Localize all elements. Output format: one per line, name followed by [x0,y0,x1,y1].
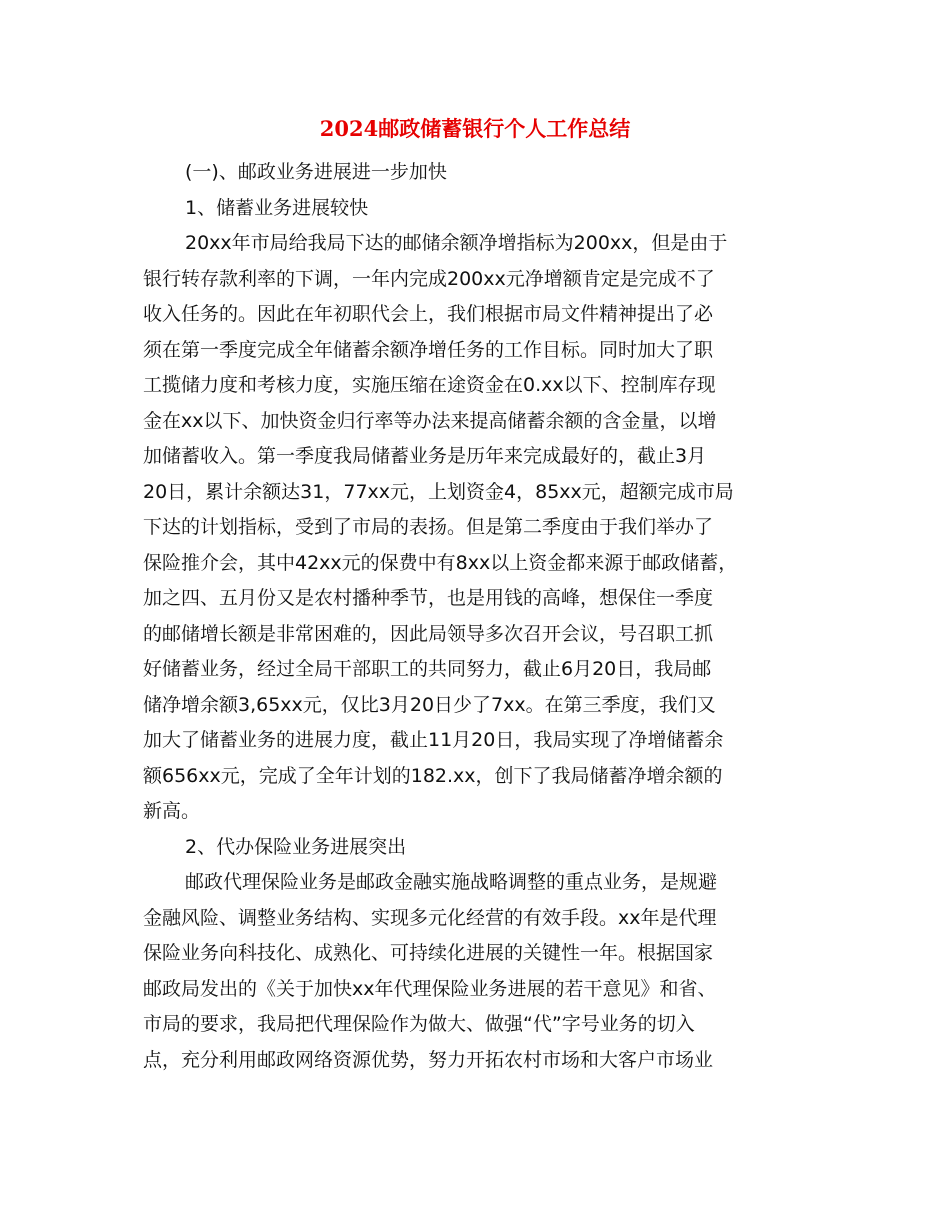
body-text-line: 储净增余额3,65xx元，仅比3月20日少了7xx。在第三季度，我们又 [143,693,716,716]
body-text-line: 金在xx以下、加快资金归行率等办法来提高储蓄余额的含金量，以增 [143,409,717,432]
body-text-line: 20xx年市局给我局下达的邮储余额净增指标为200xx，但是由于 [185,232,728,254]
body-text-line: 邮政局发出的《关于加快xx年代理保险业务进展的若干意见》和省、 [143,977,717,1000]
body-text-line: 加储蓄收入。第一季度我局储蓄业务是历年来完成最好的，截止3月 [143,445,707,467]
body-text-line: 2、代办保险业务进展突出 [185,835,407,858]
body-text-line: 点，充分利用邮政网络资源优势，努力开拓农村市场和大客户市场业 [143,1048,714,1071]
body-text-line: 加之四、五月份又是农村播种季节，也是用钱的高峰，想保住一季度 [143,587,714,609]
body-text-line: (一)、邮政业务进展进一步加快 [185,161,447,183]
body-text-line: 市局的要求，我局把代理保险作为做大、做强“代”字号业务的切入 [143,1013,695,1035]
body-text-line: 额656xx元，完成了全年计划的182.xx，创下了我局储蓄净增余额的 [143,764,723,787]
body-text-line: 加大了储蓄业务的进展力度，截止11月20日，我局实现了净增储蓄余 [143,729,724,751]
body-text-line: 金融风险、调整业务结构、实现多元化经营的有效手段。xx年是代理 [143,906,717,929]
body-text-line: 新高。 [143,800,201,822]
document-body [143,155,811,1078]
body-text-line: 银行转存款利率的下调，一年内完成200xx元净增额肯定是完成不了 [143,267,715,290]
body-text-line: 下达的计划指标，受到了市局的表扬。但是第二季度由于我们举办了 [143,516,714,538]
body-text-line: 须在第一季度完成全年储蓄余额净增任务的工作目标。同时加大了职 [143,338,714,361]
body-text-line: 20日，累计余额达31，77xx元，上划资金4，85xx元，超额完成市局 [143,480,734,503]
document-title: 2024邮政储蓄银行个人工作总结 [319,116,631,141]
body-text-line: 工揽储力度和考核力度，实施压缩在途资金在0.xx以下、控制库存现 [143,374,716,396]
body-text-line: 好储蓄业务，经过全局干部职工的共同努力，截止6月20日，我局邮 [143,658,712,680]
body-text-line: 保险推介会，其中42xx元的保费中有8xx以上资金都来源于邮政储蓄， [143,551,738,574]
body-text-line: 保险业务向科技化、成熟化、可持续化进展的关键性一年。根据国家 [143,942,714,964]
body-text-line: 收入任务的。因此在年初职代会上，我们根据市局文件精神提出了必 [143,303,714,325]
body-text-line: 邮政代理保险业务是邮政金融实施战略调整的重点业务，是规避 [185,871,718,893]
body-text-line: 的邮储增长额是非常困难的，因此局领导多次召开会议，号召职工抓 [143,622,714,645]
body-text-line: 1、储蓄业务进展较快 [185,196,369,219]
